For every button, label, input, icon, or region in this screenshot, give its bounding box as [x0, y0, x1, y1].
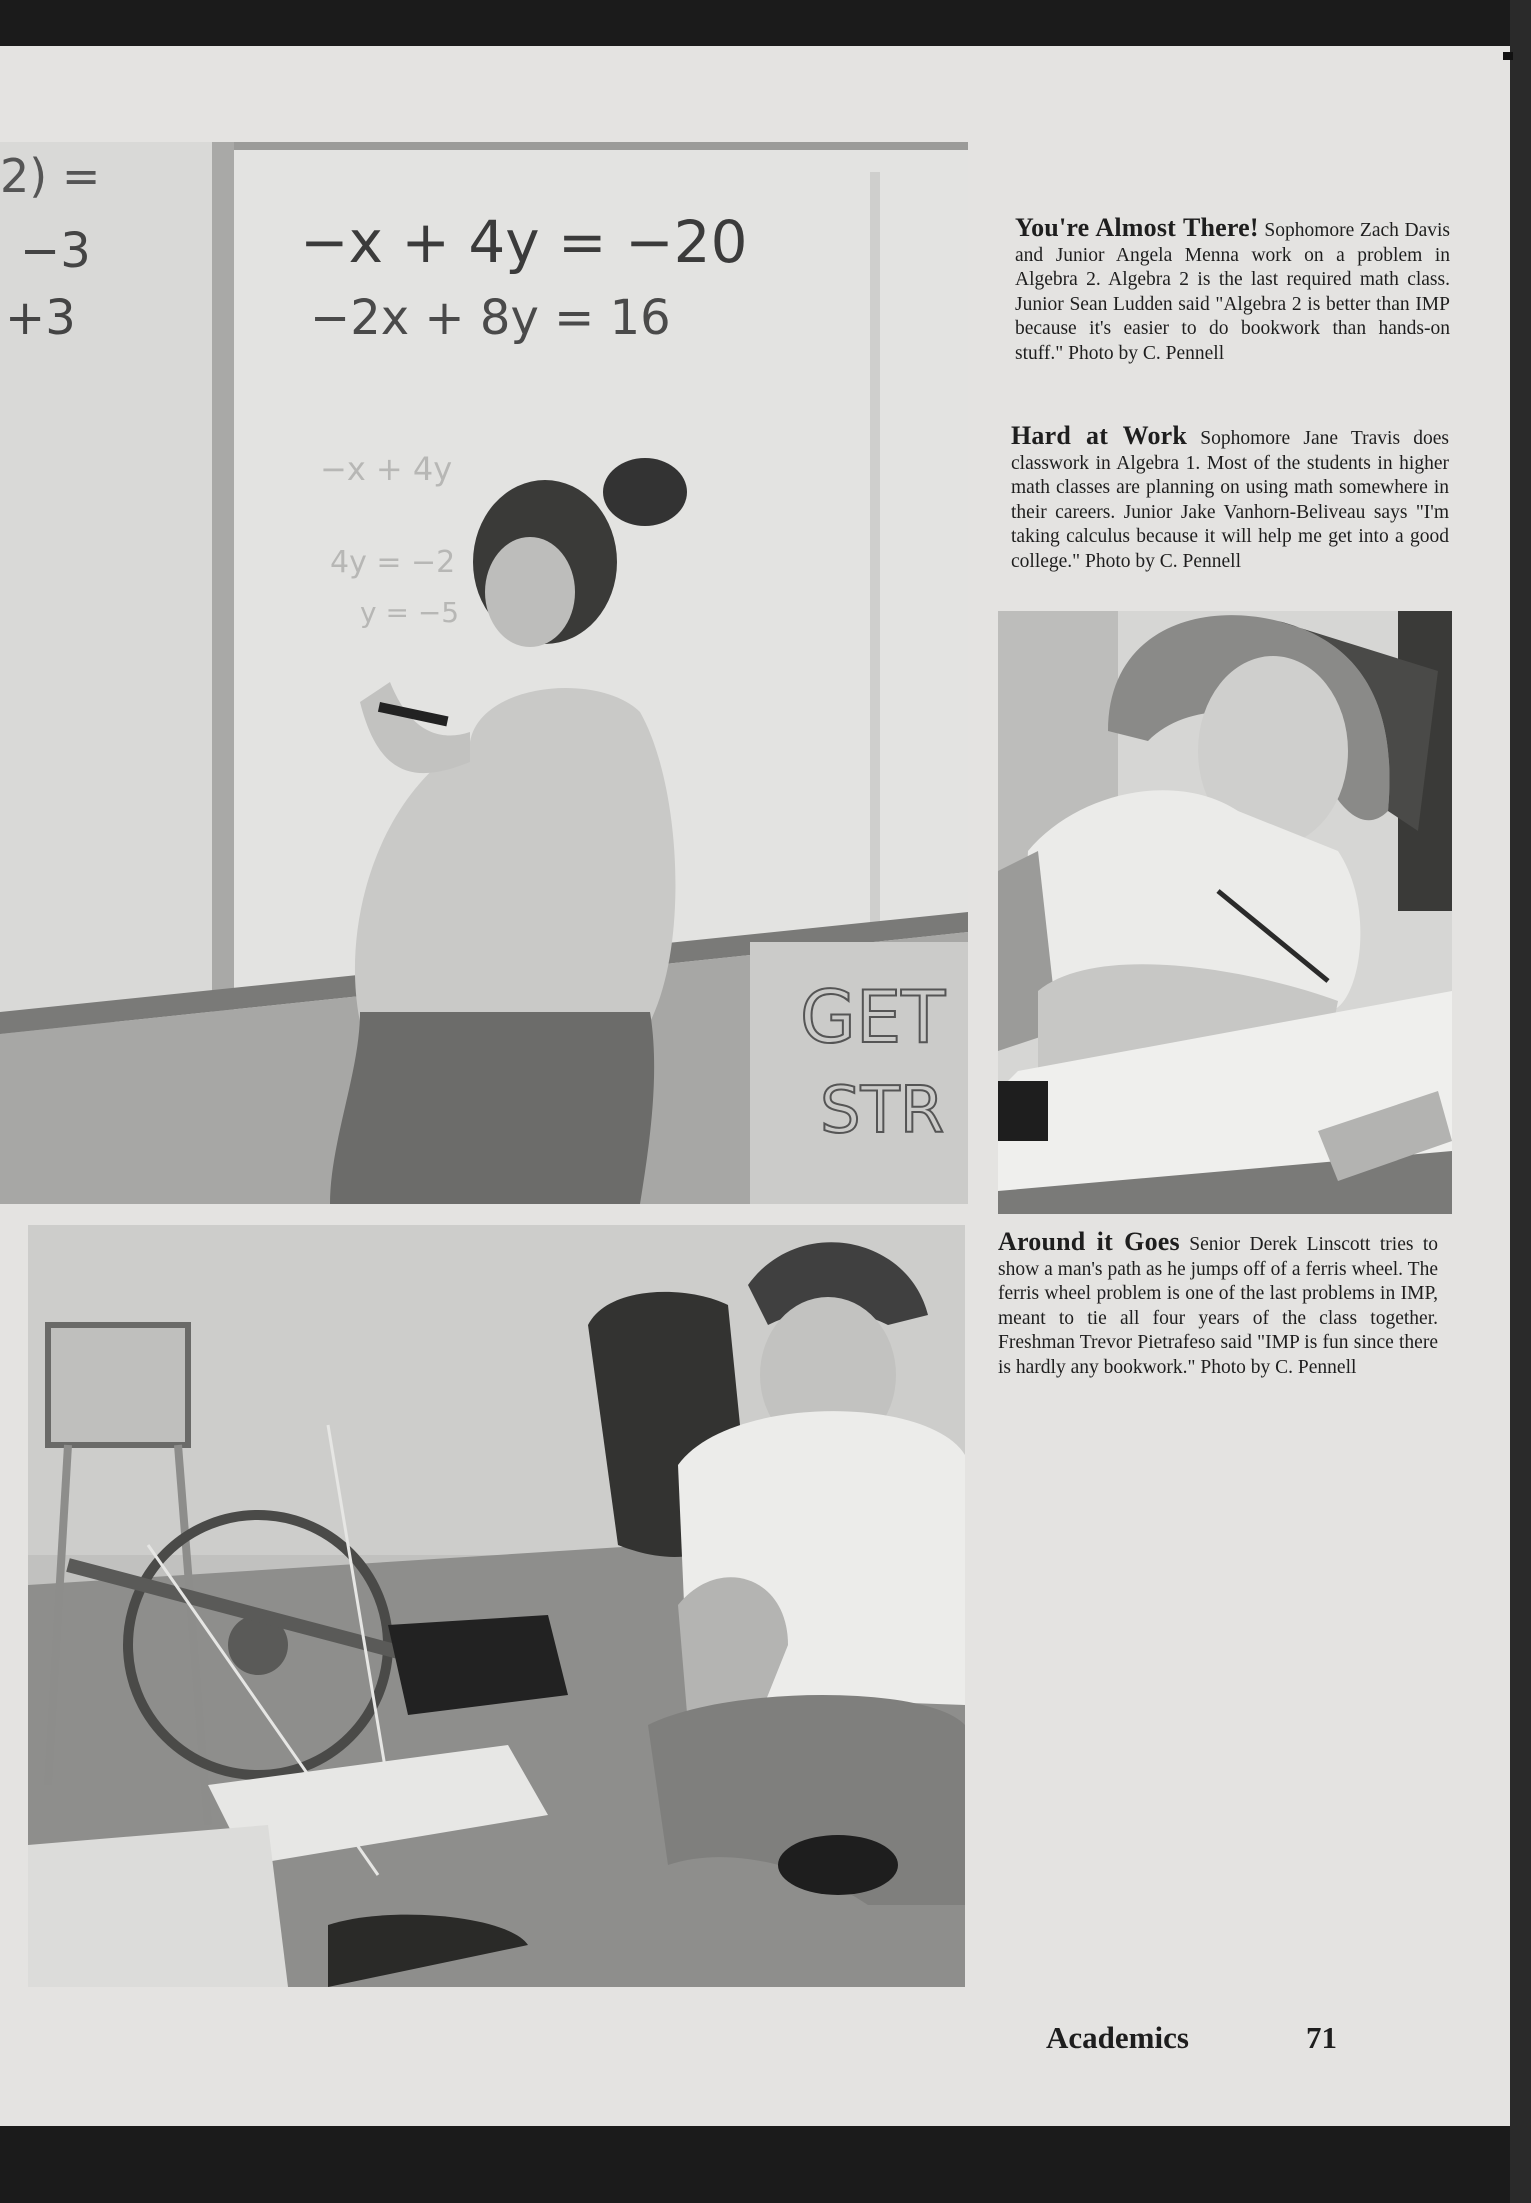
- whiteboard-left-mark-3: +3: [5, 290, 76, 346]
- caption-title: Around it Goes: [998, 1227, 1180, 1256]
- caption-title: You're Almost There!: [1015, 213, 1259, 242]
- whiteboard-faint-work-3: y = −5: [360, 596, 460, 629]
- caption-body: Sophomore Jane Travis does classwork in Algebra 1. Most of the students in higher math classes are planning on using math somewhere in their careers. Junior Jake Vanhorn-Beliveau says "I'm taking calculus because it will help me get into a good college." Photo by C. Pennell: [1011, 428, 1449, 572]
- caption-title: Hard at Work: [1011, 421, 1188, 450]
- sign-text-1: GET: [800, 975, 946, 1059]
- whiteboard-equation-1: −x + 4y = −20: [300, 208, 748, 276]
- caption-almost-there: [1015, 213, 1450, 366]
- whiteboard-left-mark-2: −3: [20, 223, 91, 279]
- photo-student-writing: [998, 611, 1452, 1214]
- caption-body: Senior Derek Linscott tries to show a man's path as he jumps off of a ferris wheel. The ferris wheel problem is one of the last problems in IMP, meant to tie all four years of the class together. Freshman Trevor Pietrafeso said "IMP is fun since there is hardly any bookwork." Photo by C. Pennell: [998, 1234, 1439, 1378]
- photo-ferris-wheel: [28, 1225, 965, 1987]
- caption-body: Sophomore Zach Davis and Junior Angela Menna work on a problem in Algebra 2. Algebra 2 is the last required math class. Junior Sean Ludden said "Algebra 2 is better than IMP because it's easier to do bookwork than hands-on stuff." Photo by C. Pennell: [1015, 220, 1450, 364]
- scan-border: [1510, 0, 1531, 2203]
- whiteboard-faint-work-1: −x + 4y: [320, 450, 453, 488]
- section-name: Academics: [1046, 2020, 1189, 2055]
- scan-mark: [1503, 52, 1513, 60]
- sign-text-2: STR: [820, 1074, 945, 1148]
- whiteboard-faint-work-2: 4y = −2: [330, 545, 456, 580]
- caption-around-it-goes: [998, 1227, 1439, 1380]
- whiteboard-left-mark-1: 2) =: [0, 149, 101, 203]
- whiteboard-equation-2: −2x + 8y = 16: [310, 290, 671, 346]
- caption-hard-at-work: [1011, 421, 1449, 574]
- page-number: 71: [1306, 2020, 1337, 2055]
- photo-whiteboard-student: [0, 142, 968, 1204]
